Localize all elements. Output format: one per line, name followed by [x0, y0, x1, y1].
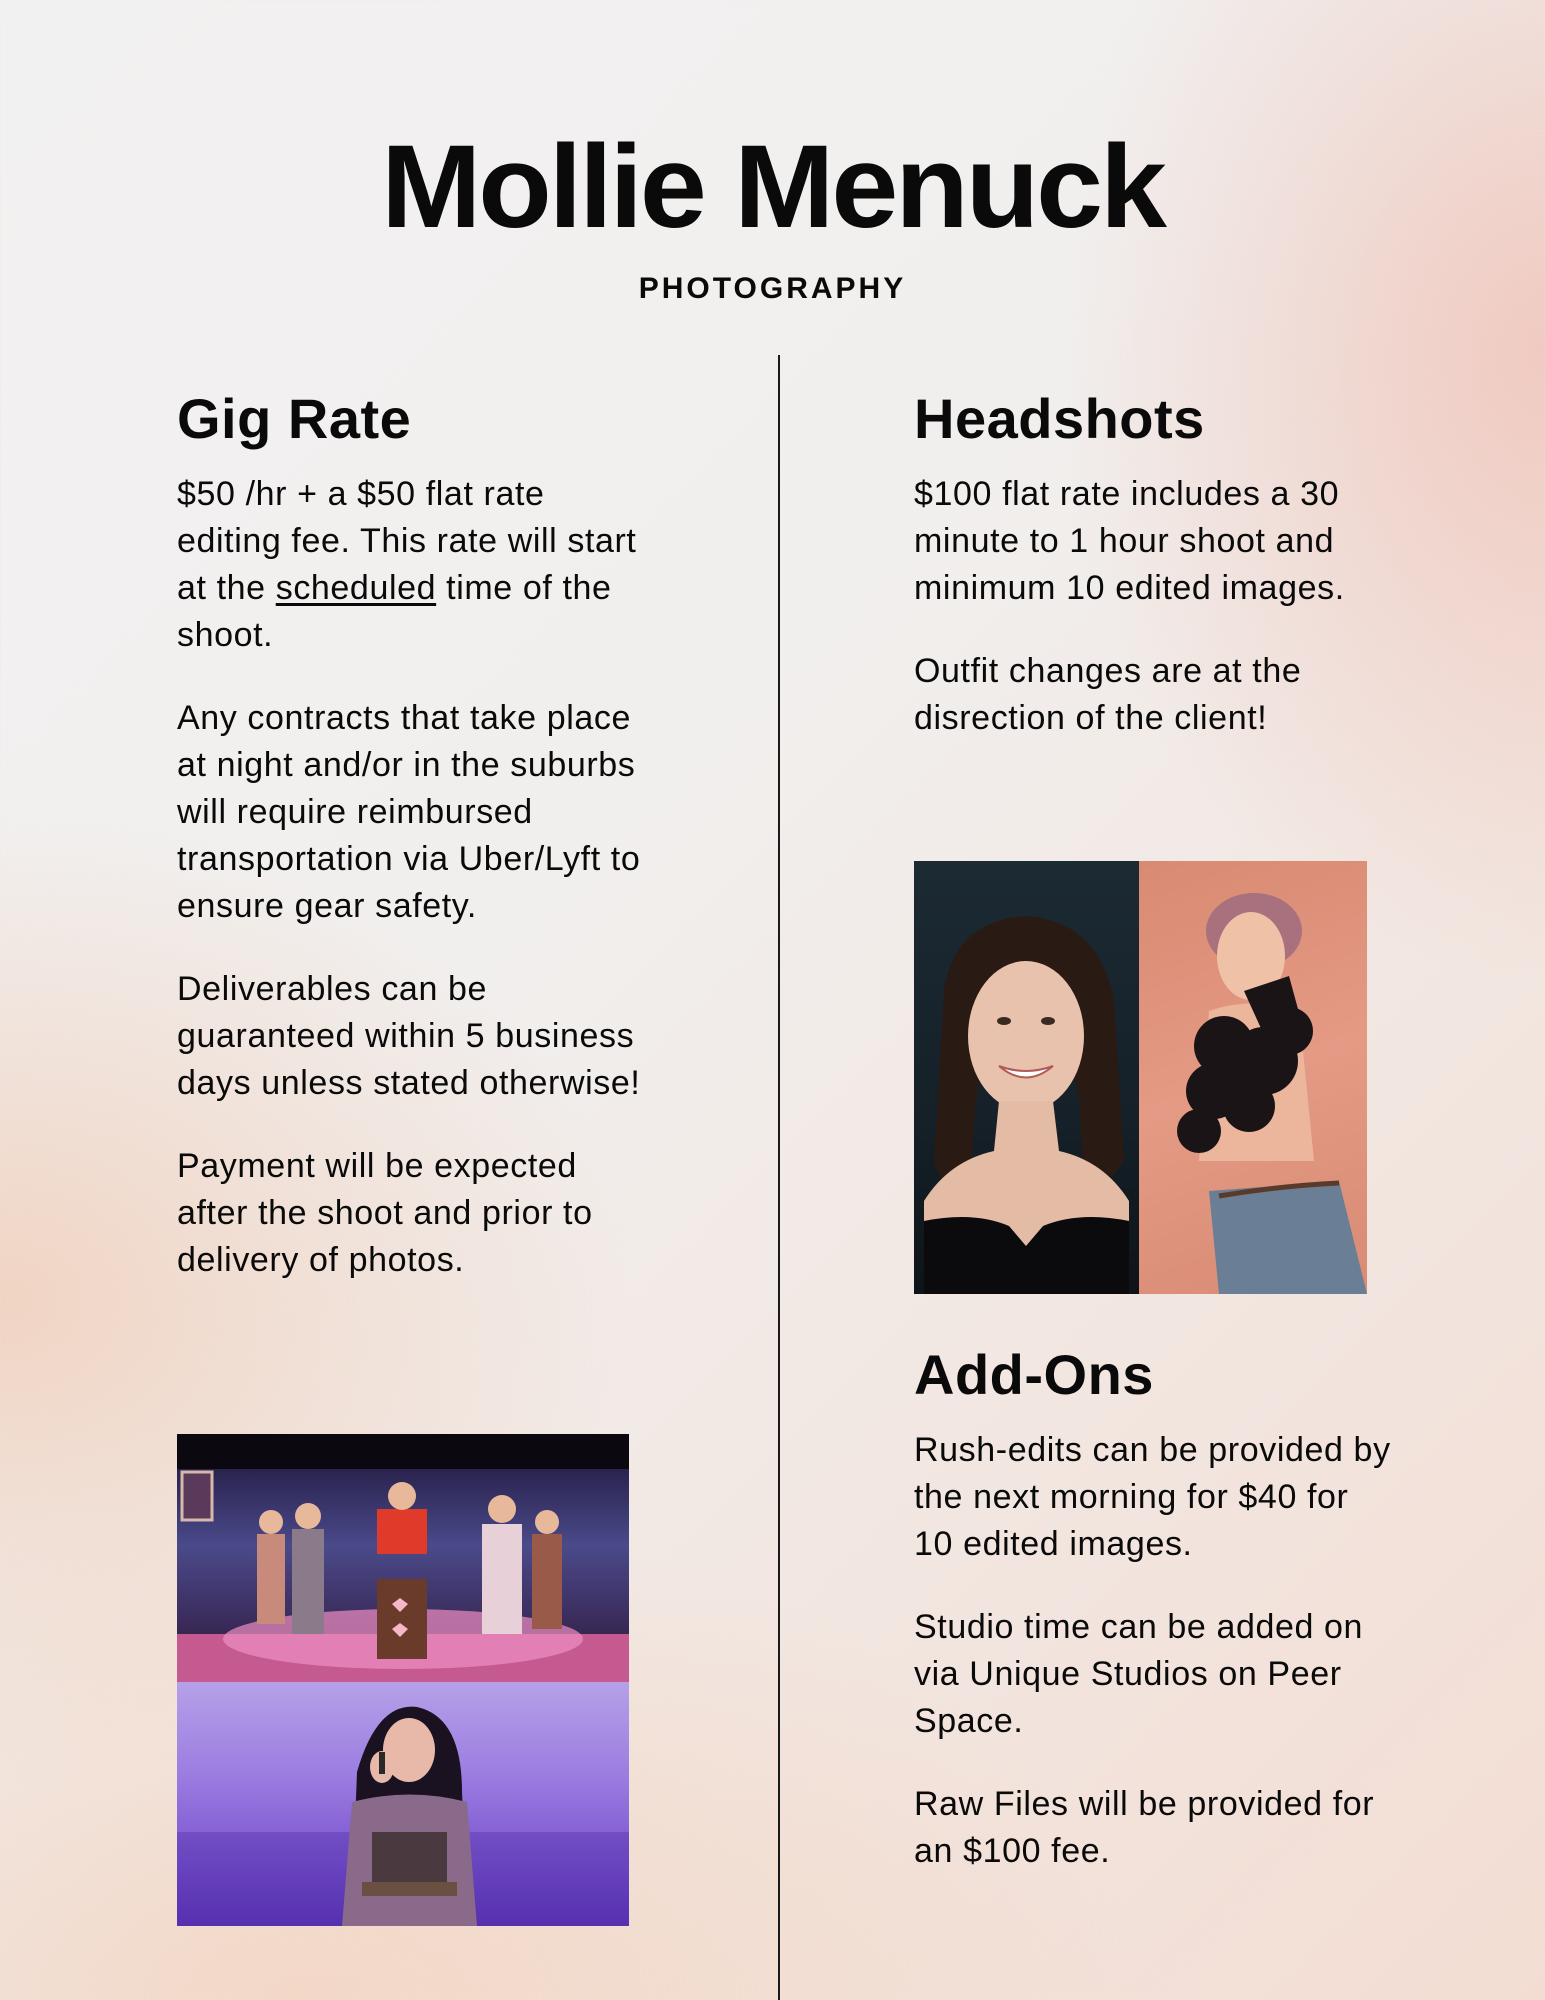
headshots-section — [914, 387, 1394, 778]
gig-rate-p1-text: $50 /hr + a $50 flat rate editing fee. This rate will start at the — [177, 474, 637, 607]
headshots-heading: Headshots — [914, 387, 1205, 450]
add-ons-paragraph-3: Raw Files will be provided for an $100 fee. — [914, 1784, 1375, 1870]
headshots-paragraph-1: $100 flat rate includes a 30 minute to 1 hour shoot and minimum 10 edited images. — [914, 474, 1345, 607]
headshots-paragraph-2: Outfit changes are at the disrection of the client! — [914, 651, 1302, 737]
headshot-photo-ruffle-outfit — [1139, 861, 1367, 1294]
gig-rate-heading: Gig Rate — [177, 387, 412, 450]
headshot-photo-smiling-woman — [914, 861, 1139, 1294]
add-ons-heading: Add-Ons — [914, 1343, 1154, 1406]
add-ons-section — [914, 1343, 1394, 1911]
gig-rate-paragraph-1 — [177, 471, 657, 659]
add-ons-paragraph-1: Rush-edits can be provided by the next morning for $40 for 10 edited images. — [914, 1430, 1391, 1563]
gig-photo-stage-performance — [177, 1434, 629, 1682]
page-title: Mollie Menuck — [381, 121, 1164, 253]
gig-rate-section — [177, 387, 657, 1320]
gig-rate-paragraph-4: Payment will be expected after the shoot and prior to delivery of photos. — [177, 1146, 593, 1279]
scheduled-underlined-text: scheduled — [275, 568, 437, 607]
gig-rate-paragraph-3: Deliverables can be guaranteed within 5 business days unless stated otherwise! — [177, 969, 641, 1102]
column-divider — [778, 355, 780, 2000]
gig-rate-paragraph-2: Any contracts that take place at night and/or in the suburbs will require reimbursed transportation via Uber/Lyft to ensure gear safety. — [177, 698, 641, 925]
add-ons-paragraph-2: Studio time can be added on via Unique Studios on Peer Space. — [914, 1607, 1364, 1740]
page-subtitle: PHOTOGRAPHY — [638, 272, 907, 305]
gig-rate-p1-text-end: time of the shoot. — [177, 568, 612, 654]
gig-photo-singer — [177, 1682, 629, 1926]
